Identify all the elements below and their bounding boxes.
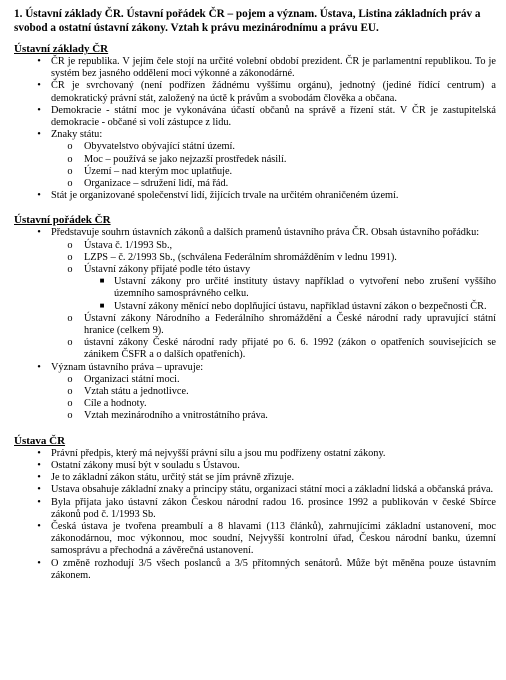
circle-bullet-icon: o — [67, 337, 73, 349]
bullet-icon: • — [37, 557, 41, 569]
bullet-icon: • — [37, 227, 41, 239]
circle-bullet-icon: o — [67, 165, 73, 177]
sub-list-item: o Území – nad kterým moc uplatňuje. — [51, 166, 496, 178]
list-item: • Význam ústavního práva – upravuje: o Organizaci státní moci. o Vztah státu a jednotlivce. o Cíle a hodnoty. o Vztah mezinárodního a vnitrostátního práva. — [14, 362, 496, 423]
section-heading-ustavni-zaklady: Ústavní základy ČR — [14, 43, 109, 55]
section-heading-ustava: Ústava ČR — [14, 434, 66, 447]
bullet-icon: • — [37, 56, 41, 67]
square-bullet-icon: ■ — [99, 300, 105, 310]
list-obsah-poradku — [51, 240, 496, 362]
sub-list-item: o Cíle a hodnoty. — [51, 398, 496, 410]
list-item: • O změně rozhodují 3/5 všech poslanců a 3/5 přítomných senátorů. Může být měněna pouze ústavním zákonem. — [14, 558, 496, 582]
list-ustava — [14, 448, 496, 582]
list-ustavni-zaklady — [14, 56, 496, 202]
sub-list-item: o LZPS – č. 2/1993 Sb., (schválena Federálním shromážděním v lednu 1991). — [51, 252, 496, 264]
sub-list-item: o Organizace – sdružení lidí, má řád. — [51, 178, 496, 190]
list-ustavni-poradek — [14, 227, 496, 422]
sub-list-item: o Vztah státu a jednotlivce. — [51, 386, 496, 398]
sub-list-item: o Moc – používá se jako nejzazší prostředek násilí. — [51, 154, 496, 166]
circle-bullet-icon: o — [67, 312, 73, 324]
list-item: • Představuje souhrn ústavních zákonů a dalších pramenů ústavního práva ČR. Obsah ústavního pořádku: o Ústava č. 1/1993 Sb., o LZPS – č. 2/1993 Sb., (schválena Federálním shromážděním v lednu 1991). o Ústavní zákony přijaté podle této ústavy ■ Ustavní zákony pro určité instituty ústavy například o vytvoření nebo zrušení vyššího územního samosprávného celku. ■ Ustavní zákony měnící nebo doplňující ústavu, například ústavní zákon o bezpečnosti ČR. o Ústavní zákony Národního a Federálního shromáždění a České národní rady upravující státní hranice (celkem 9). o ústavní zákony České národní rady přijaté po 6. 6. 1992 (zákon o opatřeních souvisejících se zánikem ČSFR a o dalších opatřeních). — [14, 227, 496, 361]
bullet-icon: • — [37, 361, 41, 373]
list-item: • Stát je organizované společenství lidí, žijících trvale na určitém ohraničeném území. — [14, 190, 496, 202]
sub-list-item: o Organizaci státní moci. — [51, 374, 496, 386]
list-item: • ČR je republika. V jejím čele stojí na určité volební období prezident. ČR je parlamentní republikou. To je systém bez jasného oddělení moci výkonné a zákonodárné. — [14, 56, 496, 80]
list-item: • Byla přijata jako ústavní zákon Českou národní radou 16. prosince 1992 a publikován v české Sbírce zákonů pod č. 1/1993 Sb. — [14, 497, 496, 521]
list-item: • Je to základní zákon státu, určitý stát se jím právně zřizuje. — [14, 472, 496, 484]
sub-list-item: o Obyvatelstvo obývající státní území. — [51, 141, 496, 153]
circle-bullet-icon: o — [67, 251, 73, 263]
section-spacer — [14, 423, 496, 435]
list-item: • Právní předpis, který má nejvyšší právní sílu a jsou mu podřízeny ostatní zákony. — [14, 448, 496, 460]
section-heading-ustavni-poradek: Ústavní pořádek ČR — [14, 214, 111, 227]
section-spacer — [14, 202, 496, 214]
list-ustavni-zakony — [84, 276, 496, 313]
list-znaky-statu — [51, 141, 496, 190]
list-item: • ČR je svrchovaný (není podřízen žádnému vyššímu orgánu), jednotný (jediné řídící centrum) a demokratický právní stát, založený na úctě k právům a svobodám člověka a občana. — [14, 80, 496, 104]
sub-list-item: o Vztah mezinárodního a vnitrostátního práva. — [51, 410, 496, 422]
circle-bullet-icon: o — [67, 398, 73, 410]
bullet-icon: • — [37, 496, 41, 508]
bullet-icon: • — [37, 520, 41, 532]
document-page — [14, 8, 496, 582]
bullet-icon: • — [37, 484, 41, 496]
document-title: 1. Ústavní základy ČR. Ústavní pořádek ČR – pojem a význam. Ústava, Listina základních práv a svobod a ostatní ústavní zákony. Vztah k právu mezinárodnímu a právu EU. — [14, 8, 481, 34]
sub-sub-list-item: ■ Ustavní zákony měnící nebo doplňující ústavu, například ústavní zákon o bezpečnosti ČR. — [84, 301, 496, 313]
list-item: • Ostatní zákony musí být v souladu s Ústavou. — [14, 460, 496, 472]
circle-bullet-icon: o — [67, 153, 73, 165]
circle-bullet-icon: o — [67, 386, 73, 398]
sub-list-item: o Ústavní zákony přijaté podle této ústavy ■ Ustavní zákony pro určité instituty ústavy například o vytvoření nebo zrušení vyššího územního samosprávného celku. ■ Ustavní zákony měnící nebo doplňující ústavu, například ústavní zákon o bezpečnosti ČR. — [51, 264, 496, 313]
sub-list-item: o Ústavní zákony Národního a Federálního shromáždění a České národní rady upravující státní hranice (celkem 9). — [51, 313, 496, 337]
circle-bullet-icon: o — [67, 239, 73, 251]
bullet-icon: • — [37, 459, 41, 471]
circle-bullet-icon: o — [67, 373, 73, 385]
bullet-icon: • — [37, 472, 41, 484]
bullet-icon: • — [37, 190, 41, 202]
square-bullet-icon: ■ — [99, 276, 105, 286]
circle-bullet-icon: o — [67, 178, 73, 190]
bullet-icon: • — [37, 104, 41, 116]
sub-list-item: o Ústava č. 1/1993 Sb., — [51, 240, 496, 252]
bullet-icon: • — [37, 80, 41, 92]
circle-bullet-icon: o — [67, 410, 73, 422]
bullet-icon: • — [37, 447, 41, 459]
list-item: • Znaky státu: o Obyvatelstvo obývající státní území. o Moc – používá se jako nejzazší prostředek násilí. o Území – nad kterým moc uplatňuje. o Organizace – sdružení lidí, má řád. — [14, 129, 496, 190]
list-item: • Demokracie - státní moc je vykonávána účastí občanů na správě a řízení stát. V ČR je zastupitelská demokracie - občané si volí zástupce z lidu. — [14, 105, 496, 129]
list-item: • Česká ústava je tvořena preambulí a 8 hlavami (113 článků), zahrnujícími základní ustanovení, moc zákonodárnou, moc výkonnou, moc soudní, Nejvyšší kontrolní úřad, Českou národní banku, územní samosprávu a přechodná a závěrečná ustanovení. — [14, 521, 496, 558]
list-vyznam — [51, 374, 496, 423]
list-item: • Ustava obsahuje základní znaky a principy státu, organizaci státní moci a základní lidská a občanská práva. — [14, 484, 496, 496]
sub-sub-list-item: ■ Ustavní zákony pro určité instituty ústavy například o vytvoření nebo zrušení vyššího územního samosprávného celku. — [84, 276, 496, 300]
circle-bullet-icon: o — [67, 141, 73, 153]
circle-bullet-icon: o — [67, 264, 73, 276]
bullet-icon: • — [37, 129, 41, 141]
sub-list-item: o ústavní zákony České národní rady přijaté po 6. 6. 1992 (zákon o opatřeních souvisejících se zánikem ČSFR a o dalších opatřeních). — [51, 337, 496, 361]
